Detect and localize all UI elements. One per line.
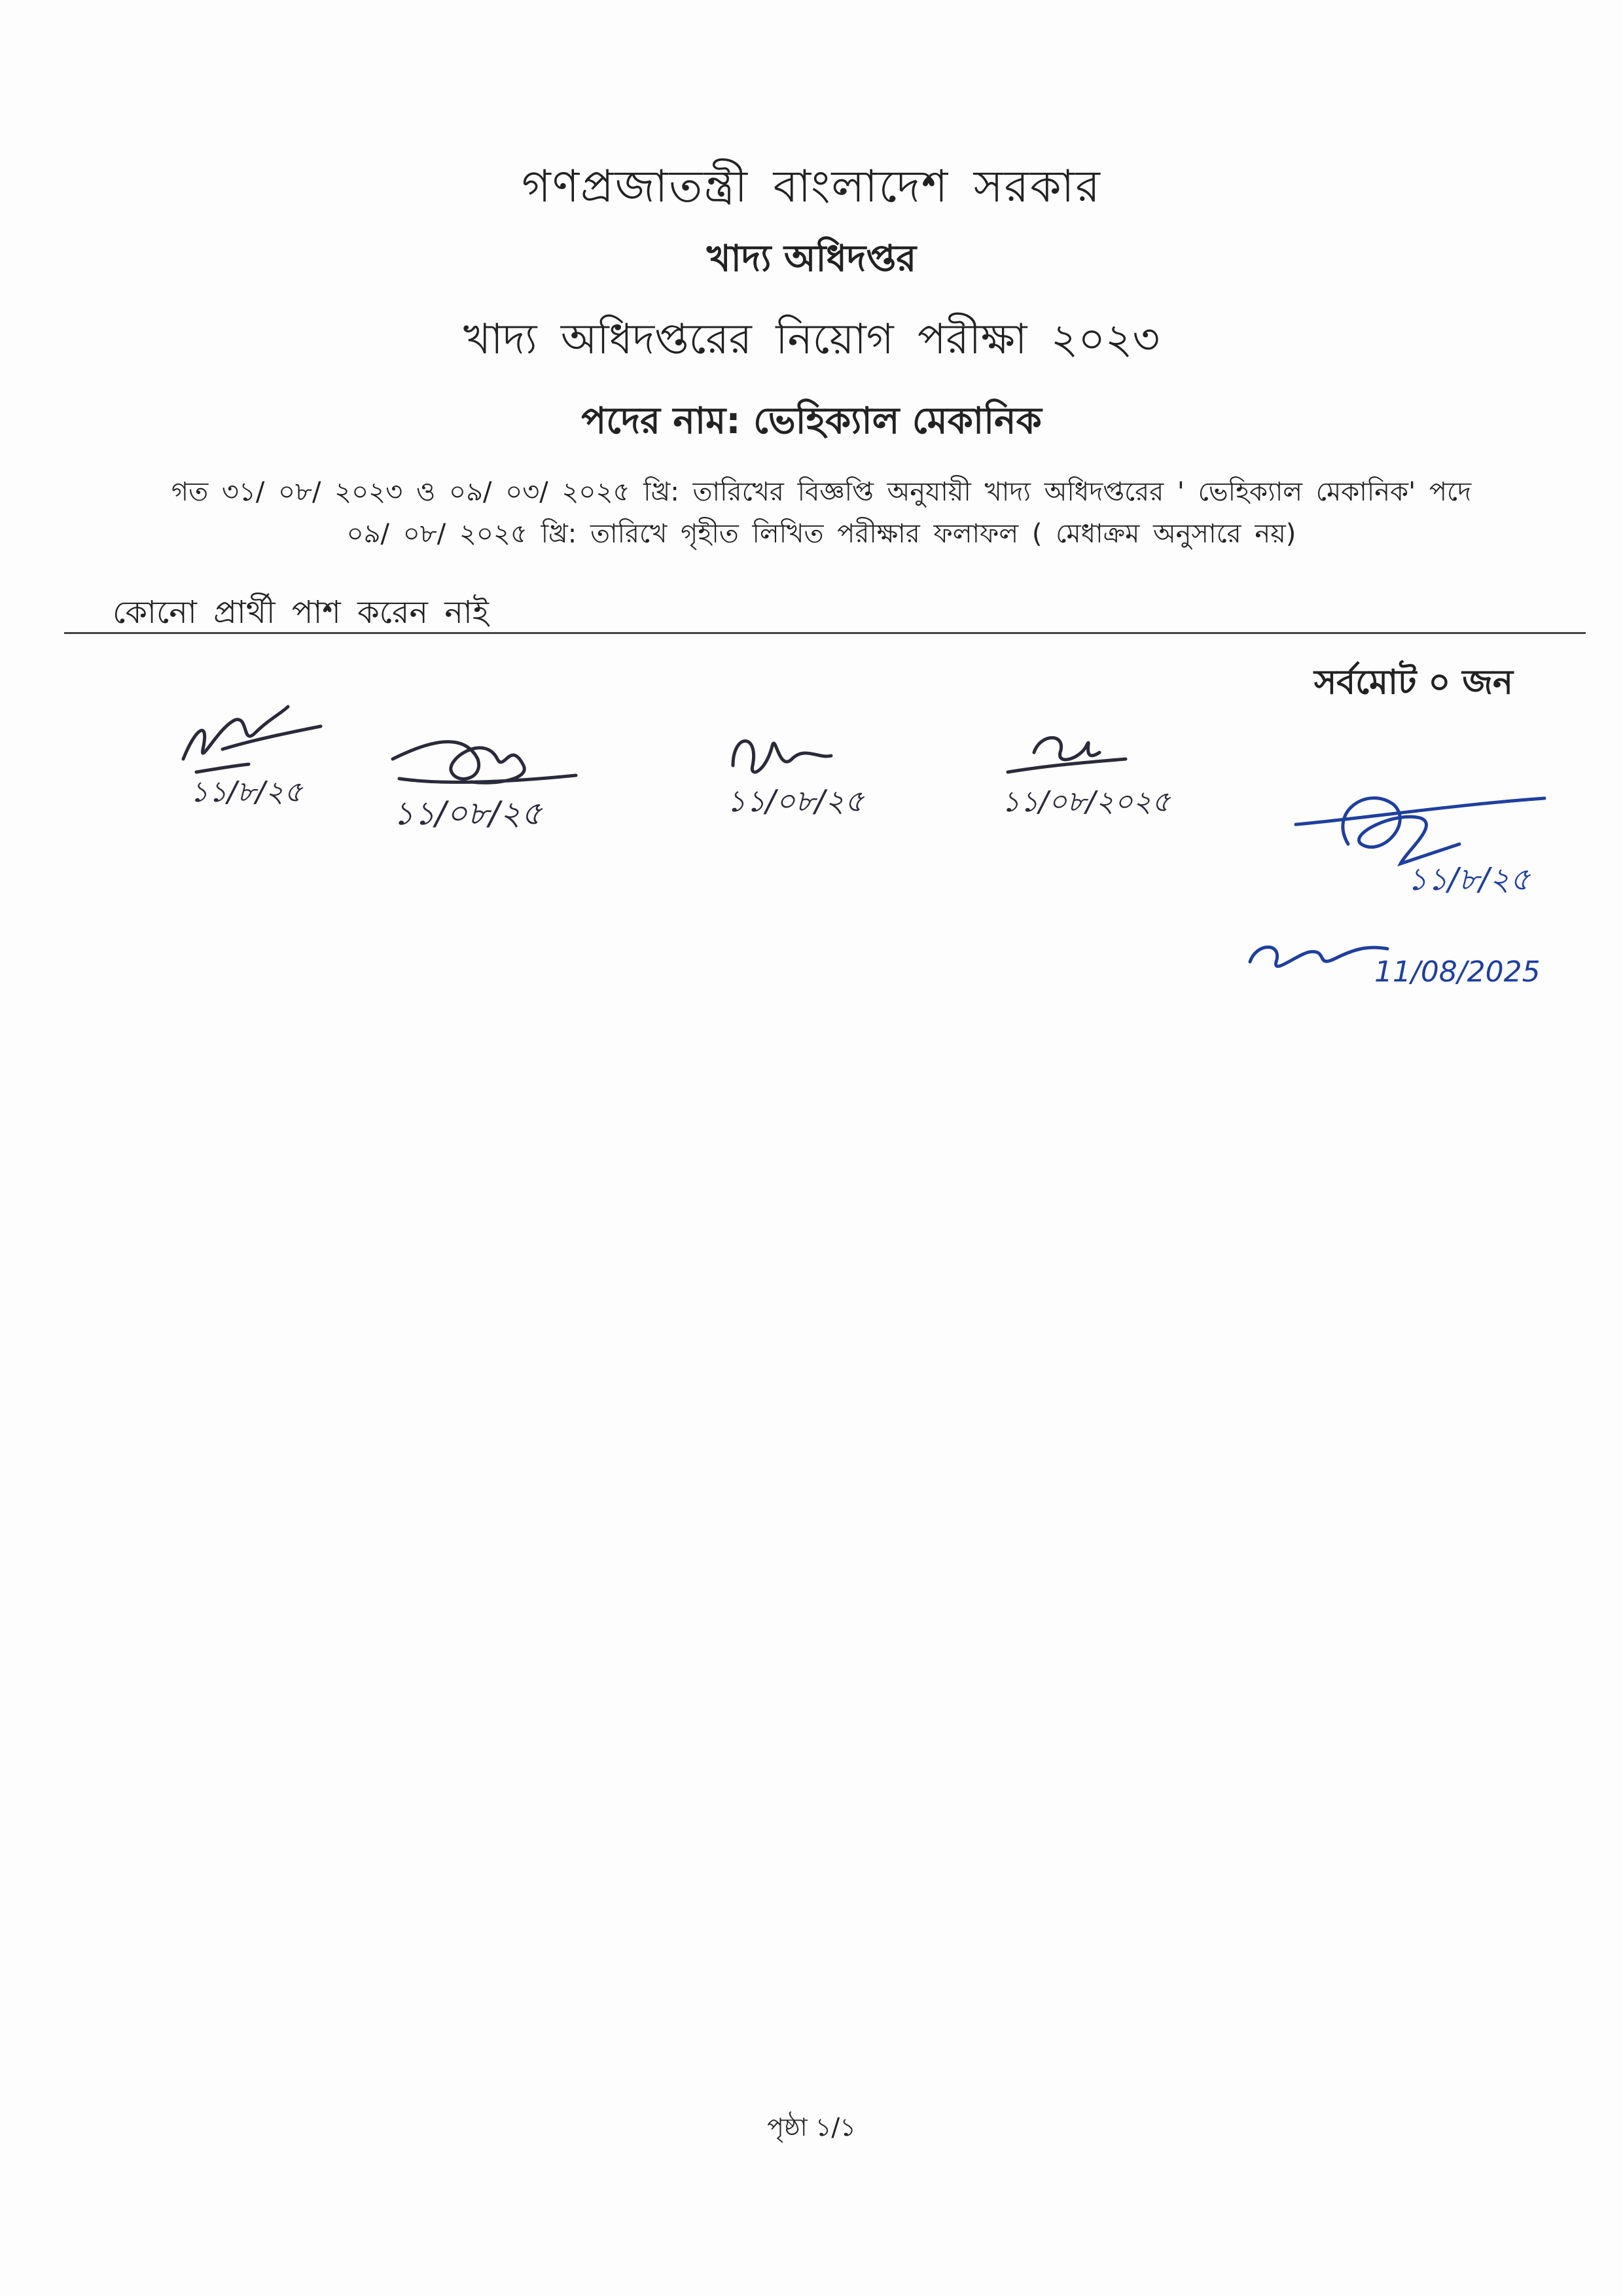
notice-line-1: গত ৩১/ ০৮/ ২০২৩ ও ০৯/ ০৩/ ২০২৫ খ্রি: তারিখের বিজ্ঞপ্তি অনুযায়ী খাদ্য অধিদপ্তরের ' ভেহিক্যাল মেকানিক' পদে bbox=[171, 477, 1472, 507]
result-notice bbox=[72, 471, 1571, 555]
signature-1-stroke bbox=[183, 707, 321, 772]
signature-1 bbox=[157, 687, 347, 811]
total-count: সর্বমোট ০ জন bbox=[1313, 663, 1513, 702]
signature-5 bbox=[1289, 772, 1551, 903]
signature-4-stroke bbox=[1008, 738, 1126, 773]
signature-3-date: ১১/০৮/২৫ bbox=[726, 783, 865, 819]
divider-line bbox=[64, 632, 1586, 634]
no-candidate-passed-message: কোনো প্রার্থী পাশ করেন নাই bbox=[113, 594, 489, 631]
signature-2-date: ১১/০৮/২৫ bbox=[393, 794, 543, 832]
signature-4 bbox=[995, 713, 1217, 824]
department-heading: খাদ্য অধিদপ্তর bbox=[706, 238, 917, 280]
signature-5-date: ১১/৮/২৫ bbox=[1407, 861, 1531, 898]
post-name: পদের নাম: ভেহিক্যাল মেকানিক bbox=[581, 400, 1042, 442]
signature-4-date: ১১/০৮/২০২৫ bbox=[1001, 785, 1171, 819]
signature-6-stroke bbox=[1250, 947, 1387, 966]
signature-5-stroke bbox=[1296, 798, 1544, 864]
government-heading: গণপ্রজাতন্ত্রী বাংলাদেশ সরকার bbox=[522, 161, 1101, 213]
page-number: পৃষ্ঠা ১/১ bbox=[767, 2113, 856, 2142]
signature-1-date: ১১/৮/২৫ bbox=[190, 775, 303, 809]
signature-6 bbox=[1237, 916, 1541, 1001]
signature-2-stroke bbox=[393, 742, 576, 783]
signature-6-date: 11/08/2025 bbox=[1374, 955, 1541, 989]
notice-line-2: ০৯/ ০৮/ ২০২৫ খ্রি: তারিখে গৃহীত লিখিত পরীক্ষার ফলাফল ( মেধাক্রম অনুসারে নয়) bbox=[346, 519, 1296, 549]
exam-title: খাদ্য অধিদপ্তরের নিয়োগ পরীক্ষা ২০২৩ bbox=[463, 315, 1160, 364]
signature-3-stroke bbox=[733, 741, 831, 773]
signature-3 bbox=[720, 720, 916, 831]
signature-2 bbox=[380, 720, 615, 831]
